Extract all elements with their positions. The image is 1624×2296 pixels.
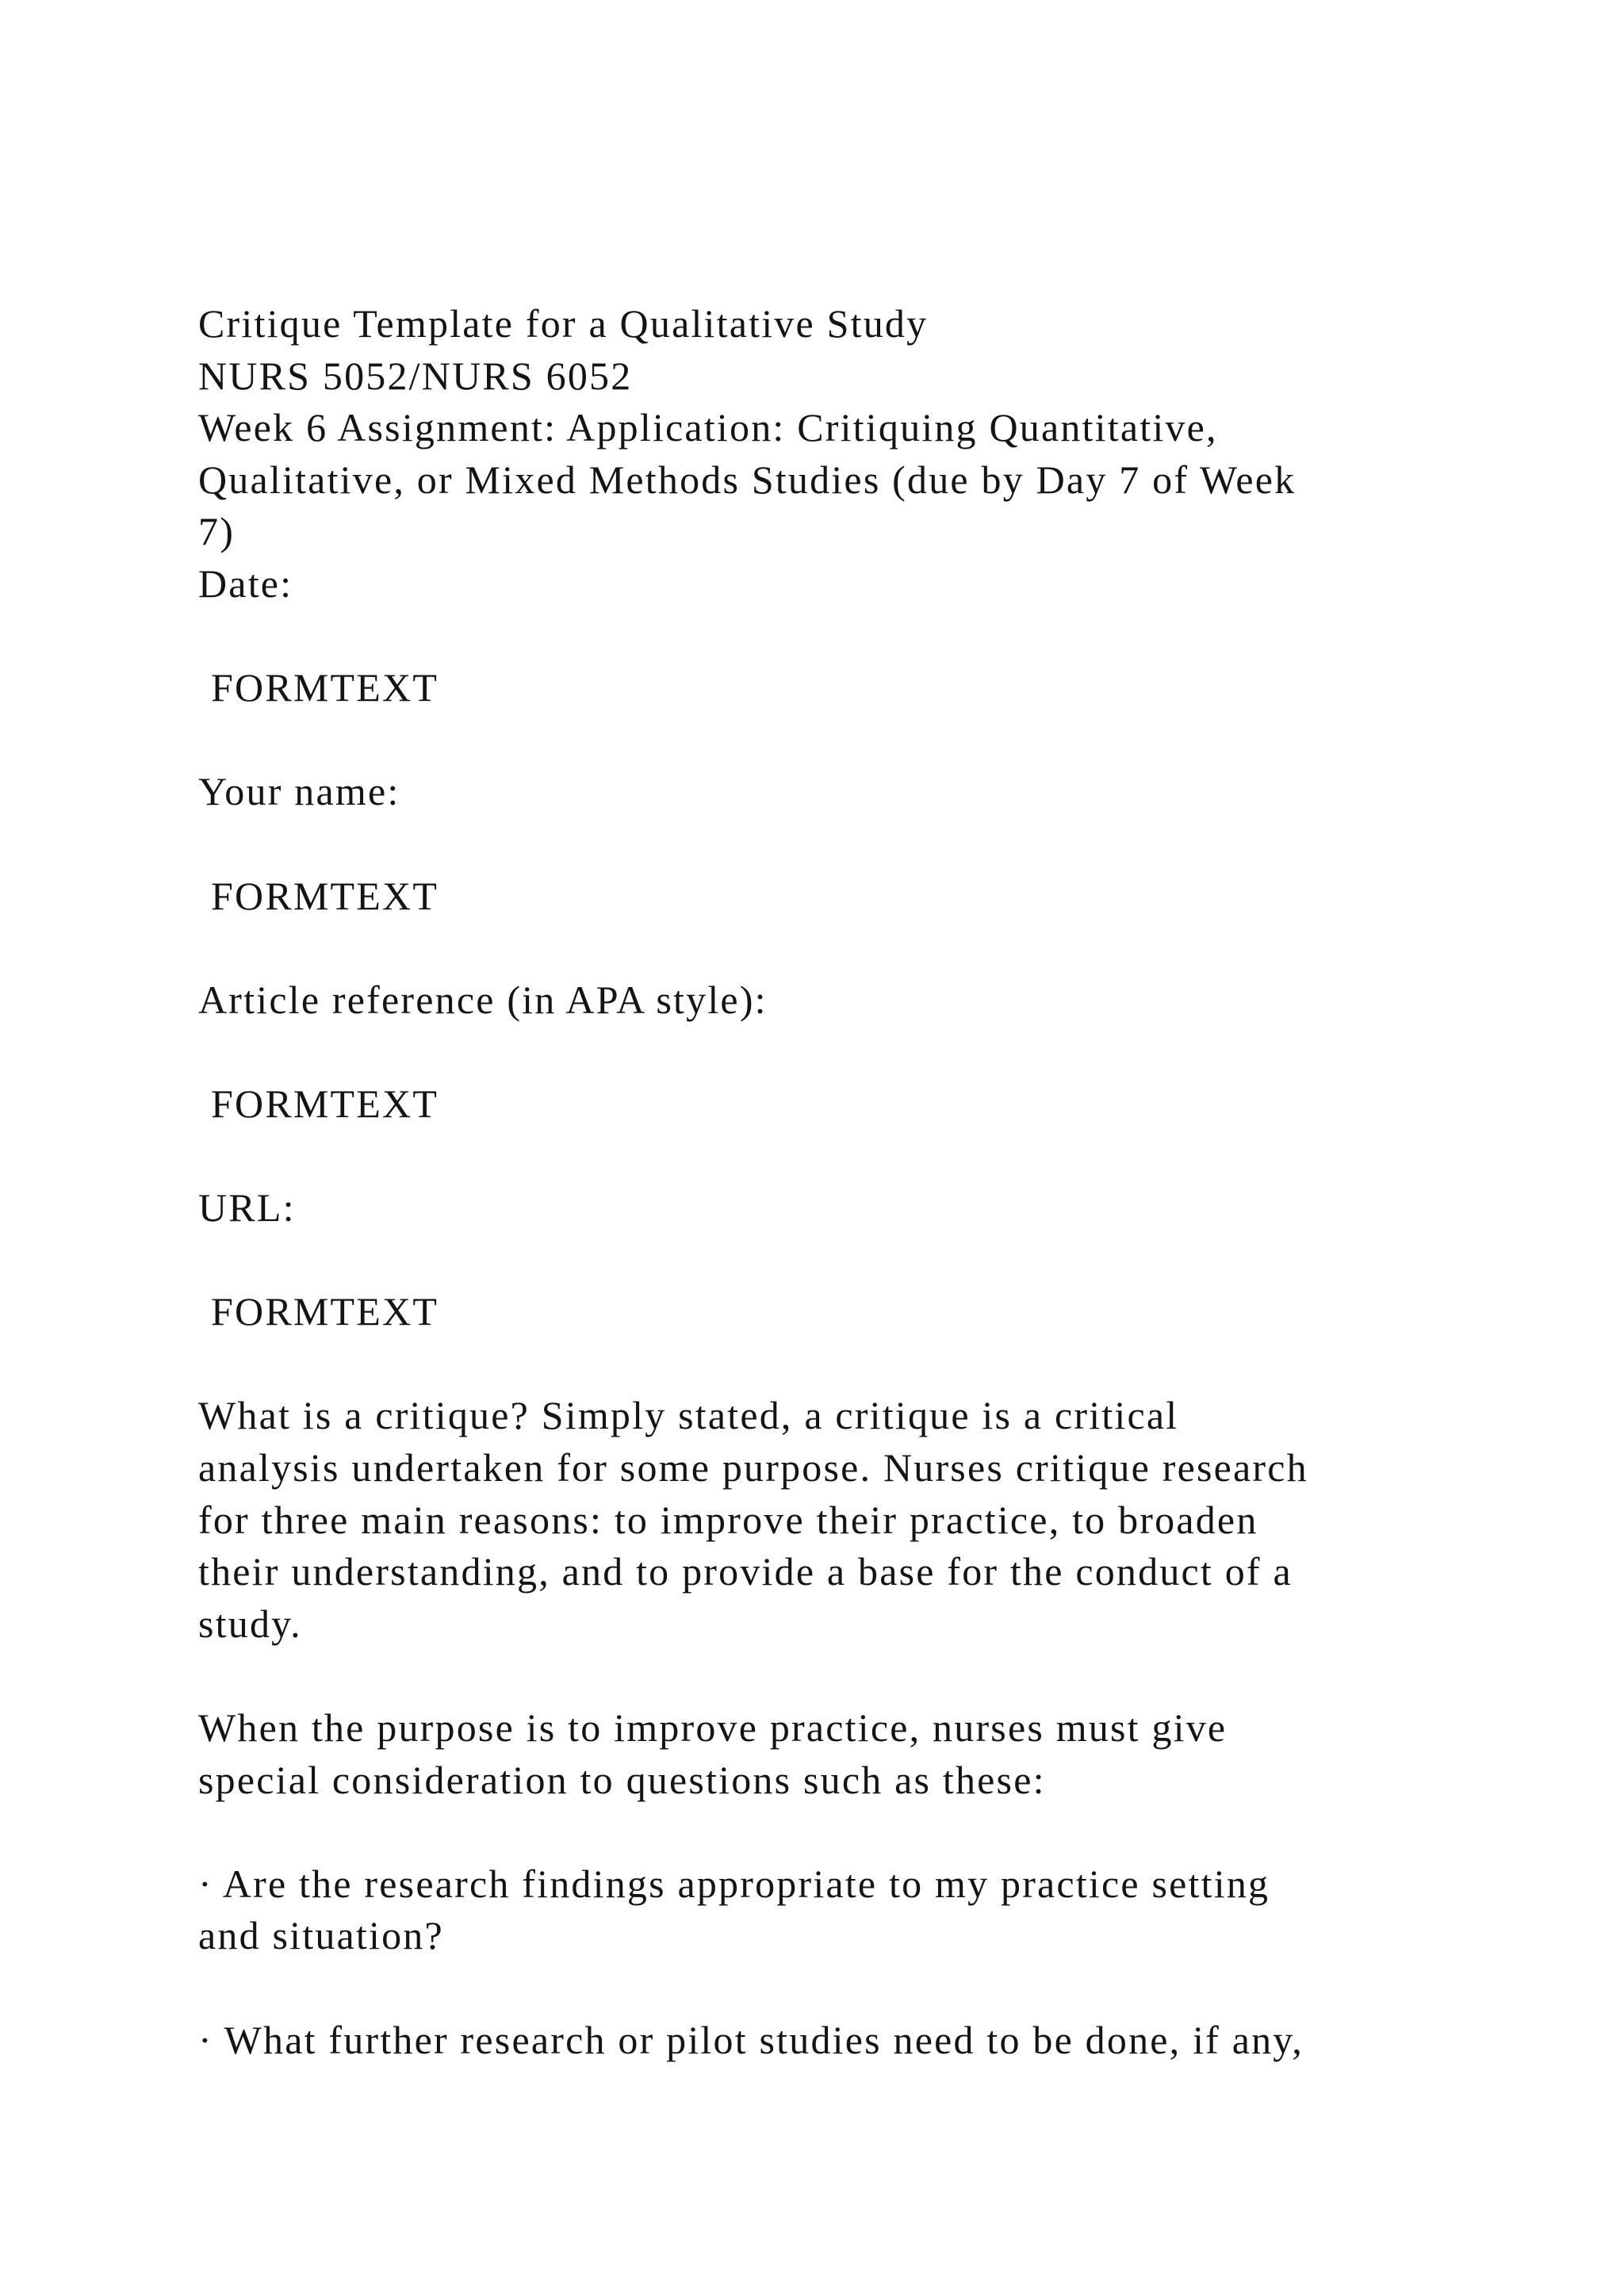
bullet-item: · Are the research findings appropriate to my practice setting (198, 1861, 1270, 1906)
reference-field[interactable]: FORMTEXT (211, 1081, 439, 1126)
date-field[interactable]: FORMTEXT (211, 665, 439, 710)
reference-label: Article reference (in APA style): (198, 977, 768, 1022)
spacer (198, 1026, 1435, 1078)
url-field[interactable]: FORMTEXT (211, 1289, 439, 1334)
paragraph-line: study. (198, 1601, 302, 1646)
course-code: NURS 5052/NURS 6052 (198, 353, 633, 398)
spacer (198, 1650, 1435, 1702)
spacer (198, 818, 1435, 871)
paragraph-line: When the purpose is to improve practice, nurses must give (198, 1705, 1228, 1751)
document-text (198, 298, 1435, 2066)
assignment-line: Week 6 Assignment: Application: Critiquing Quantitative, (198, 405, 1218, 450)
bullet-item: · What further research or pilot studies need to be done, if any, (198, 2017, 1304, 2062)
document-title: Critique Template for a Qualitative Study (198, 301, 929, 346)
paragraph-line: analysis undertaken for some purpose. Nurses critique research (198, 1445, 1308, 1490)
spacer (198, 1234, 1435, 1287)
paragraph-line: special consideration to questions such as these: (198, 1757, 1046, 1802)
url-label: URL: (198, 1185, 296, 1230)
spacer (198, 1131, 1435, 1183)
spacer (198, 1806, 1435, 1858)
spacer (198, 922, 1435, 974)
paragraph-line: for three main reasons: to improve their practice, to broaden (198, 1497, 1258, 1542)
paragraph-line: their understanding, and to provide a base for the conduct of a (198, 1549, 1293, 1594)
date-label: Date: (198, 561, 293, 606)
spacer (198, 1338, 1435, 1391)
bullet-item: and situation? (198, 1913, 444, 1958)
paragraph-line: What is a critique? Simply stated, a critique is a critical (198, 1393, 1179, 1438)
assignment-line: Qualitative, or Mixed Methods Studies (due by Day 7 of Week (198, 457, 1297, 502)
assignment-line: 7) (198, 509, 236, 554)
name-label: Your name: (198, 769, 400, 814)
spacer (198, 1962, 1435, 2015)
name-field[interactable]: FORMTEXT (211, 873, 439, 918)
spacer (198, 714, 1435, 767)
spacer (198, 610, 1435, 663)
